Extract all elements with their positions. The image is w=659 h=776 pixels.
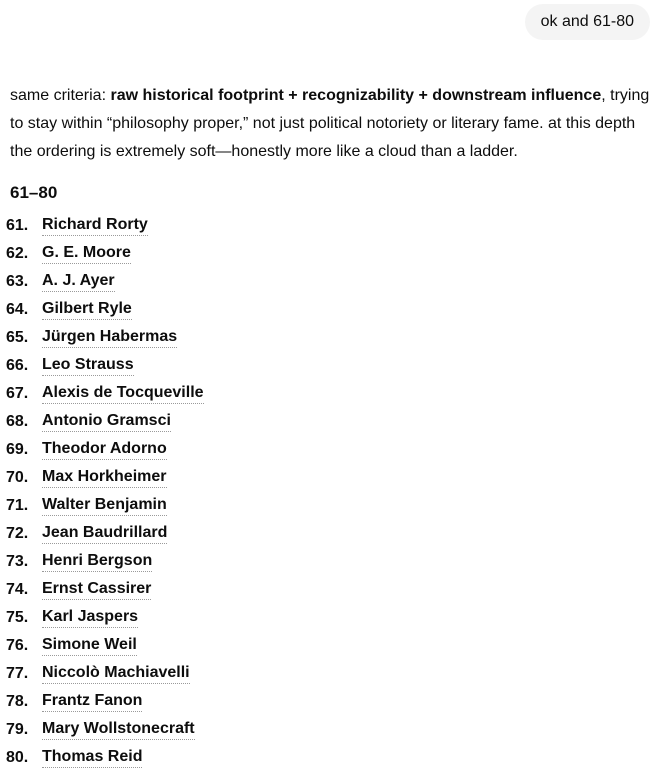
- philosopher-link[interactable]: Walter Benjamin: [42, 496, 167, 516]
- philosopher-link[interactable]: Frantz Fanon: [42, 692, 142, 712]
- list-item: [6, 548, 204, 576]
- list-item: [6, 352, 204, 380]
- list-item: [6, 436, 204, 464]
- rank-number: 70.: [6, 469, 29, 486]
- list-item: [6, 268, 204, 296]
- philosopher-link[interactable]: G. E. Moore: [42, 244, 131, 264]
- rank-number: 62.: [6, 245, 29, 262]
- list-item: [6, 324, 204, 352]
- philosopher-link[interactable]: Jean Baudrillard: [42, 524, 167, 544]
- list-item: [6, 492, 204, 520]
- philosopher-link[interactable]: Richard Rorty: [42, 216, 148, 236]
- intro-bold: raw historical footprint + recognizability + downstream influence: [110, 87, 602, 104]
- philosopher-link[interactable]: Jürgen Habermas: [42, 328, 177, 348]
- ranked-list: [6, 212, 204, 772]
- rank-number: 74.: [6, 581, 29, 598]
- philosopher-link[interactable]: Antonio Gramsci: [42, 412, 171, 432]
- rank-number: 64.: [6, 301, 29, 318]
- user-message-bubble: [525, 4, 650, 40]
- rank-number: 80.: [6, 749, 29, 766]
- rank-number: 76.: [6, 637, 29, 654]
- list-item: [6, 604, 204, 632]
- rank-number: 72.: [6, 525, 29, 542]
- list-item: [6, 464, 204, 492]
- rank-number: 75.: [6, 609, 29, 626]
- list-item: [6, 688, 204, 716]
- philosopher-link[interactable]: Karl Jaspers: [42, 608, 138, 628]
- list-item: [6, 212, 204, 240]
- rank-number: 65.: [6, 329, 29, 346]
- rank-number: 67.: [6, 385, 29, 402]
- intro-prefix: same criteria:: [10, 87, 111, 104]
- intro-suffix: , trying to stay within “philosophy proper,” not just political notoriety or literary fame. at this depth the ordering is extremely soft—honestly more like a cloud than a ladder.: [10, 87, 650, 160]
- philosopher-link[interactable]: Niccolò Machiavelli: [42, 664, 190, 684]
- rank-number: 69.: [6, 441, 29, 458]
- list-item: [6, 744, 204, 772]
- philosopher-link[interactable]: Simone Weil: [42, 636, 137, 656]
- philosopher-link[interactable]: Alexis de Tocqueville: [42, 384, 204, 404]
- rank-number: 78.: [6, 693, 29, 710]
- rank-number: 77.: [6, 665, 29, 682]
- philosopher-link[interactable]: Gilbert Ryle: [42, 300, 132, 320]
- philosopher-link[interactable]: Ernst Cassirer: [42, 580, 151, 600]
- philosopher-link[interactable]: Theodor Adorno: [42, 440, 167, 460]
- list-item: [6, 660, 204, 688]
- rank-number: 63.: [6, 273, 29, 290]
- rank-number: 68.: [6, 413, 29, 430]
- list-item: [6, 240, 204, 268]
- philosopher-link[interactable]: Henri Bergson: [42, 552, 152, 572]
- list-item: [6, 632, 204, 660]
- rank-number: 66.: [6, 357, 29, 374]
- philosopher-link[interactable]: Leo Strauss: [42, 356, 134, 376]
- rank-number: 61.: [6, 217, 29, 234]
- list-item: [6, 380, 204, 408]
- list-item: [6, 576, 204, 604]
- user-message-text: ok and 61-80: [540, 13, 634, 30]
- section-heading: 61–80: [10, 183, 58, 202]
- list-item: [6, 296, 204, 324]
- philosopher-link[interactable]: Max Horkheimer: [42, 468, 167, 488]
- list-item: [6, 408, 204, 436]
- rank-number: 79.: [6, 721, 29, 738]
- philosopher-link[interactable]: Thomas Reid: [42, 748, 142, 768]
- response-intro: [10, 82, 650, 166]
- philosopher-link[interactable]: A. J. Ayer: [42, 272, 115, 292]
- list-item: [6, 520, 204, 548]
- rank-number: 71.: [6, 497, 29, 514]
- list-item: [6, 716, 204, 744]
- rank-number: 73.: [6, 553, 29, 570]
- philosopher-link[interactable]: Mary Wollstonecraft: [42, 720, 195, 740]
